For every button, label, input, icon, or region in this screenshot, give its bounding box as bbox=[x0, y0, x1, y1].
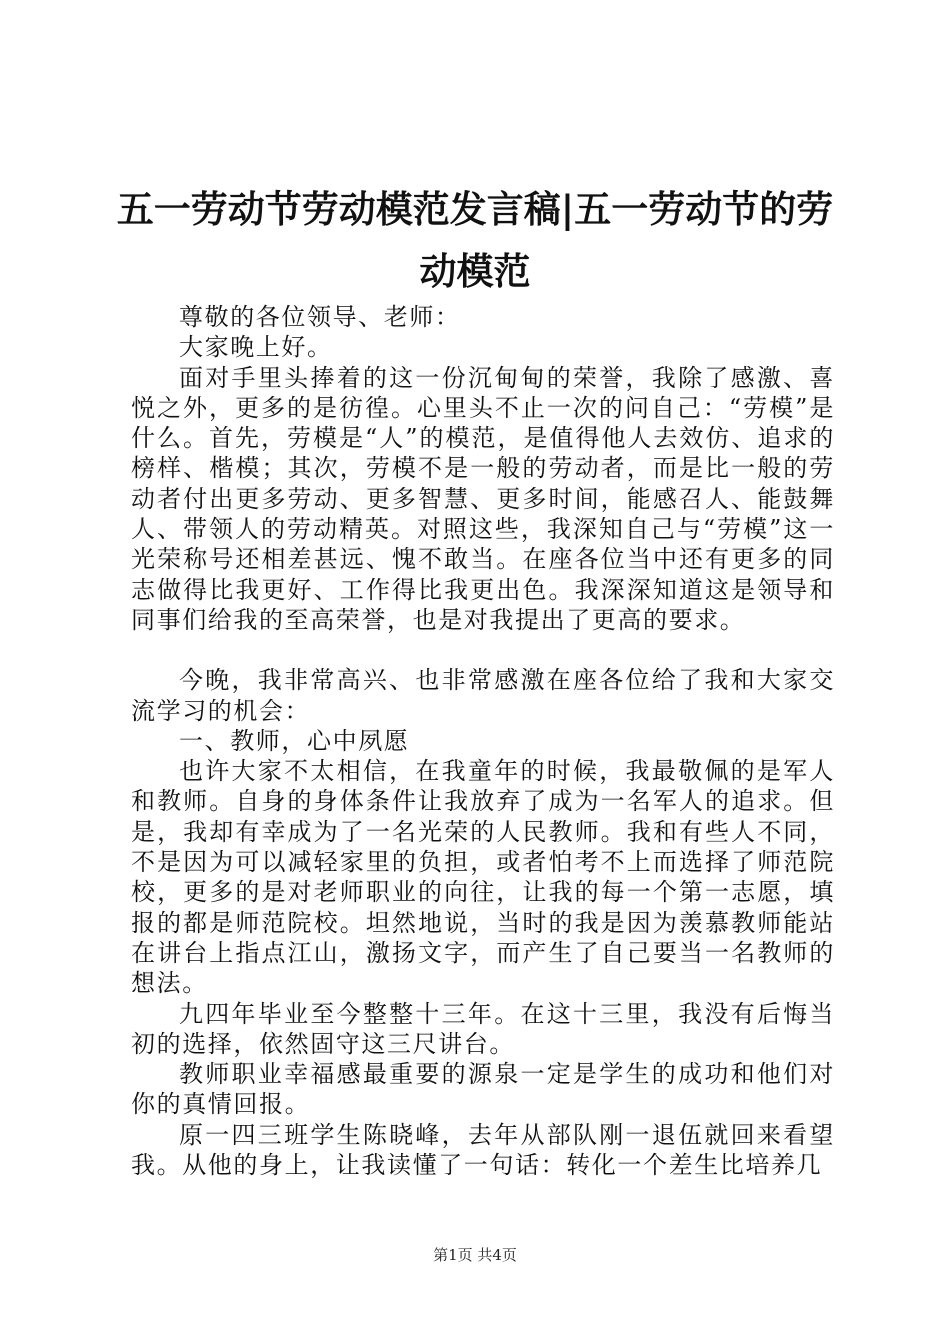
document-title bbox=[100, 178, 850, 302]
salutation: 尊敬的各位领导、老师： bbox=[179, 303, 461, 331]
document-body bbox=[131, 302, 835, 1180]
paragraph: 九四年毕业至今整整十三年。在这十三里，我没有后悔当初的选择，依然固守这三尺讲台。 bbox=[131, 999, 835, 1058]
paragraph: 也许大家不太相信，在我童年的时候，我最敬佩的是军人和教师。自身的身体条件让我放弃了成为一名军人的追求。但是，我却有幸成为了一名光荣的人民教师。我和有些人不同，不是因为可以减轻家里的负担，或者怕考不上而选择了师范院校，更多的是对老师职业的向往，让我的每一个第一志愿，填报的都是师范院校。坦然地说，当时的我是因为羡慕教师能站在讲台上指点江山，激扬文字，而产生了自己要当一名教师的想法。 bbox=[131, 757, 835, 998]
paragraph: 今晚，我非常高兴、也非常感激在座各位给了我和大家交流学习的机会： bbox=[131, 666, 835, 725]
title-line-1: 五一劳动节劳动模范发言稿|五一劳动节的劳 bbox=[116, 187, 834, 231]
page-number-footer: 第1页 共4页 bbox=[433, 1246, 517, 1264]
title-line-2: 动模范 bbox=[419, 249, 531, 293]
paragraph: 面对手里头捧着的这一份沉甸甸的荣誉，我除了感激、喜悦之外，更多的是彷徨。心里头不止一次的问自己：“劳模”是什么。首先，劳模是“人”的模范，是值得他人去效仿、追求的榜样、楷模；其次，劳模不是一般的劳动者，而是比一般的劳动者付出更多劳动、更多智慧、更多时间，能感召人、能鼓舞人、带领人的劳动精英。对照这些，我深知自己与“劳模”这一光荣称号还相差甚远、愧不敢当。在座各位当中还有更多的同志做得比我更好、工作得比我更出色。我深深知道这是领导和同事们给我的至高荣誉，也是对我提出了更高的要求。 bbox=[131, 363, 835, 634]
greeting: 大家晚上好。 bbox=[179, 333, 333, 362]
paragraph: 教师职业幸福感最重要的源泉一定是学生的成功和他们对你的真情回报。 bbox=[131, 1060, 835, 1119]
section-heading: 一、教师，心中夙愿 bbox=[179, 726, 410, 755]
paragraph: 原一四三班学生陈晓峰，去年从部队刚一退伍就回来看望我。从他的身上，让我读懂了一句话：转化一个差生比培养几 bbox=[131, 1120, 835, 1180]
